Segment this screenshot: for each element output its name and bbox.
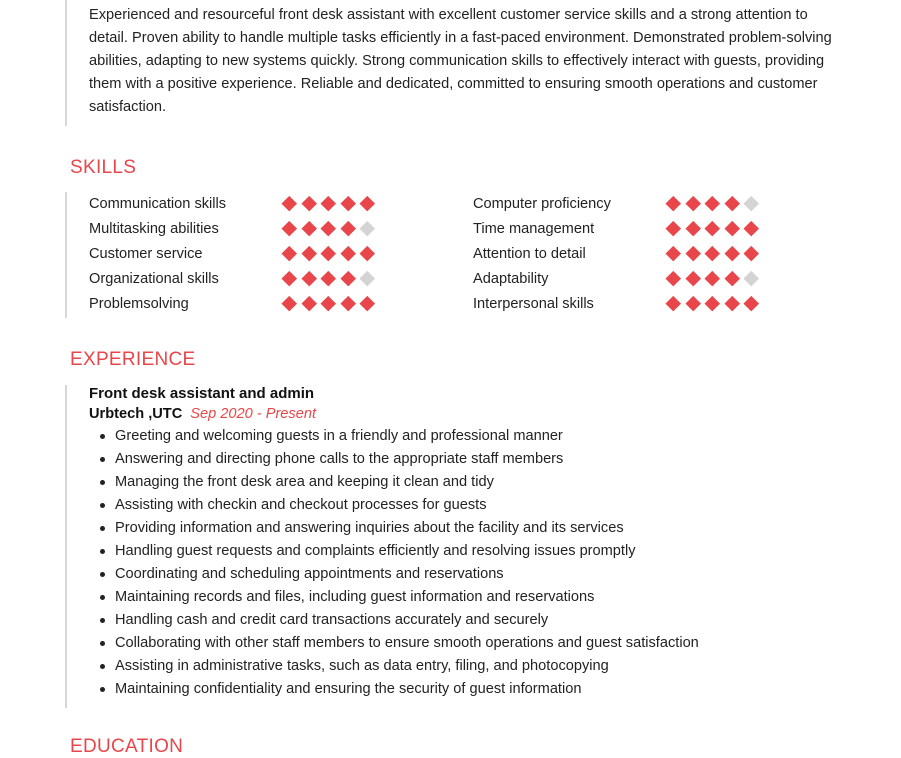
skill-rating — [283, 298, 374, 309]
duty-item: Assisting in administrative tasks, such as data entry, filing, and photocopying — [89, 655, 699, 678]
rating-diamond-filled-icon — [301, 271, 316, 286]
duty-item: Coordinating and scheduling appointments and reservations — [89, 563, 699, 586]
job-meta — [89, 406, 316, 422]
job-title: Front desk assistant and admin — [89, 385, 315, 402]
skill-name: Adaptability — [473, 270, 549, 287]
rating-diamond-filled-icon — [724, 246, 739, 261]
experience-divider — [65, 385, 67, 708]
rating-diamond-filled-icon — [340, 271, 355, 286]
duty-item: Handling cash and credit card transactions accurately and securely — [89, 609, 699, 632]
skill-name: Attention to detail — [473, 245, 586, 262]
skill-rating — [283, 198, 374, 209]
duty-item: Collaborating with other staff members to ensure smooth operations and guest satisfaction — [89, 632, 699, 655]
rating-diamond-filled-icon — [666, 196, 681, 211]
skill-rating — [667, 248, 758, 259]
rating-diamond-filled-icon — [321, 246, 336, 261]
rating-diamond-filled-icon — [282, 221, 297, 236]
profile-summary: Experienced and resourceful front desk assistant with excellent customer service skills and a strong attention to detail. Proven ability to handle multiple tasks efficiently in a fast-paced environment. Demonstrated problem-solving abilities, adapting to new systems quickly. Strong communication skills to effectively interact with guests, providing them with a positive experience. Reliable and dedicated, committed to ensuring smooth operations and customer satisfaction. — [89, 7, 832, 115]
rating-diamond-filled-icon — [321, 221, 336, 236]
skill-rating — [283, 248, 374, 259]
rating-diamond-filled-icon — [666, 246, 681, 261]
rating-diamond-filled-icon — [685, 246, 700, 261]
rating-diamond-filled-icon — [340, 296, 355, 311]
duty-item: Answering and directing phone calls to the appropriate staff members — [89, 448, 699, 471]
rating-diamond-filled-icon — [360, 246, 375, 261]
rating-diamond-filled-icon — [685, 196, 700, 211]
rating-diamond-filled-icon — [666, 296, 681, 311]
rating-diamond-filled-icon — [705, 246, 720, 261]
duty-item: Maintaining confidentiality and ensuring the security of guest information — [89, 678, 699, 701]
rating-diamond-filled-icon — [301, 296, 316, 311]
skill-rating — [667, 298, 758, 309]
skills-heading: SKILLS — [70, 157, 137, 178]
rating-diamond-filled-icon — [340, 196, 355, 211]
duty-item: Maintaining records and files, including guest information and reservations — [89, 586, 699, 609]
duty-item: Providing information and answering inquiries about the facility and its services — [89, 517, 699, 540]
company-name: Urbtech ,UTC — [89, 406, 183, 422]
rating-diamond-filled-icon — [282, 271, 297, 286]
skills-divider — [65, 192, 67, 318]
rating-diamond-filled-icon — [360, 296, 375, 311]
skill-row — [89, 291, 374, 316]
skill-name: Problemsolving — [89, 295, 189, 312]
skill-name: Customer service — [89, 245, 203, 262]
rating-diamond-filled-icon — [282, 296, 297, 311]
rating-diamond-empty-icon — [360, 221, 375, 236]
duty-item: Assisting with checkin and checkout processes for guests — [89, 494, 699, 517]
rating-diamond-filled-icon — [666, 221, 681, 236]
job-dates: Sep 2020 - Present — [190, 406, 316, 422]
skill-row — [473, 291, 758, 316]
rating-diamond-filled-icon — [705, 296, 720, 311]
duty-item: Greeting and welcoming guests in a friendly and professional manner — [89, 425, 699, 448]
education-heading: EDUCATION — [70, 736, 184, 757]
skill-row — [473, 266, 758, 291]
rating-diamond-filled-icon — [282, 196, 297, 211]
skill-row — [89, 216, 374, 241]
rating-diamond-filled-icon — [321, 296, 336, 311]
rating-diamond-filled-icon — [301, 246, 316, 261]
skill-rating — [283, 223, 374, 234]
skill-rating — [667, 198, 758, 209]
rating-diamond-filled-icon — [301, 196, 316, 211]
skill-name: Multitasking abilities — [89, 220, 219, 237]
rating-diamond-empty-icon — [744, 196, 759, 211]
skill-rating — [667, 223, 758, 234]
rating-diamond-filled-icon — [705, 196, 720, 211]
rating-diamond-filled-icon — [685, 221, 700, 236]
rating-diamond-filled-icon — [744, 246, 759, 261]
rating-diamond-empty-icon — [744, 271, 759, 286]
duty-item: Managing the front desk area and keeping it clean and tidy — [89, 471, 699, 494]
rating-diamond-filled-icon — [321, 271, 336, 286]
skill-rating — [283, 273, 374, 284]
job-duties-list — [89, 425, 699, 701]
duty-item: Handling guest requests and complaints efficiently and resolving issues promptly — [89, 540, 699, 563]
skill-row — [473, 241, 758, 266]
rating-diamond-filled-icon — [360, 196, 375, 211]
skill-name: Computer proficiency — [473, 195, 611, 212]
experience-heading: EXPERIENCE — [70, 349, 196, 370]
rating-diamond-filled-icon — [301, 221, 316, 236]
skill-row — [89, 266, 374, 291]
rating-diamond-filled-icon — [744, 296, 759, 311]
rating-diamond-filled-icon — [724, 296, 739, 311]
rating-diamond-empty-icon — [360, 271, 375, 286]
rating-diamond-filled-icon — [685, 271, 700, 286]
rating-diamond-filled-icon — [744, 221, 759, 236]
skill-name: Communication skills — [89, 195, 227, 212]
rating-diamond-filled-icon — [282, 246, 297, 261]
rating-diamond-filled-icon — [724, 271, 739, 286]
rating-diamond-filled-icon — [340, 221, 355, 236]
rating-diamond-filled-icon — [705, 221, 720, 236]
skill-row — [473, 191, 758, 216]
rating-diamond-filled-icon — [724, 196, 739, 211]
rating-diamond-filled-icon — [724, 221, 739, 236]
skill-name: Time management — [473, 220, 595, 237]
rating-diamond-filled-icon — [685, 296, 700, 311]
rating-diamond-filled-icon — [666, 271, 681, 286]
rating-diamond-filled-icon — [321, 196, 336, 211]
rating-diamond-filled-icon — [340, 246, 355, 261]
skill-row — [89, 191, 374, 216]
rating-diamond-filled-icon — [705, 271, 720, 286]
skill-name: Organizational skills — [89, 270, 219, 287]
skill-row — [473, 216, 758, 241]
summary-divider — [65, 0, 67, 126]
skill-row — [89, 241, 374, 266]
skill-rating — [667, 273, 758, 284]
skill-name: Interpersonal skills — [473, 295, 594, 312]
